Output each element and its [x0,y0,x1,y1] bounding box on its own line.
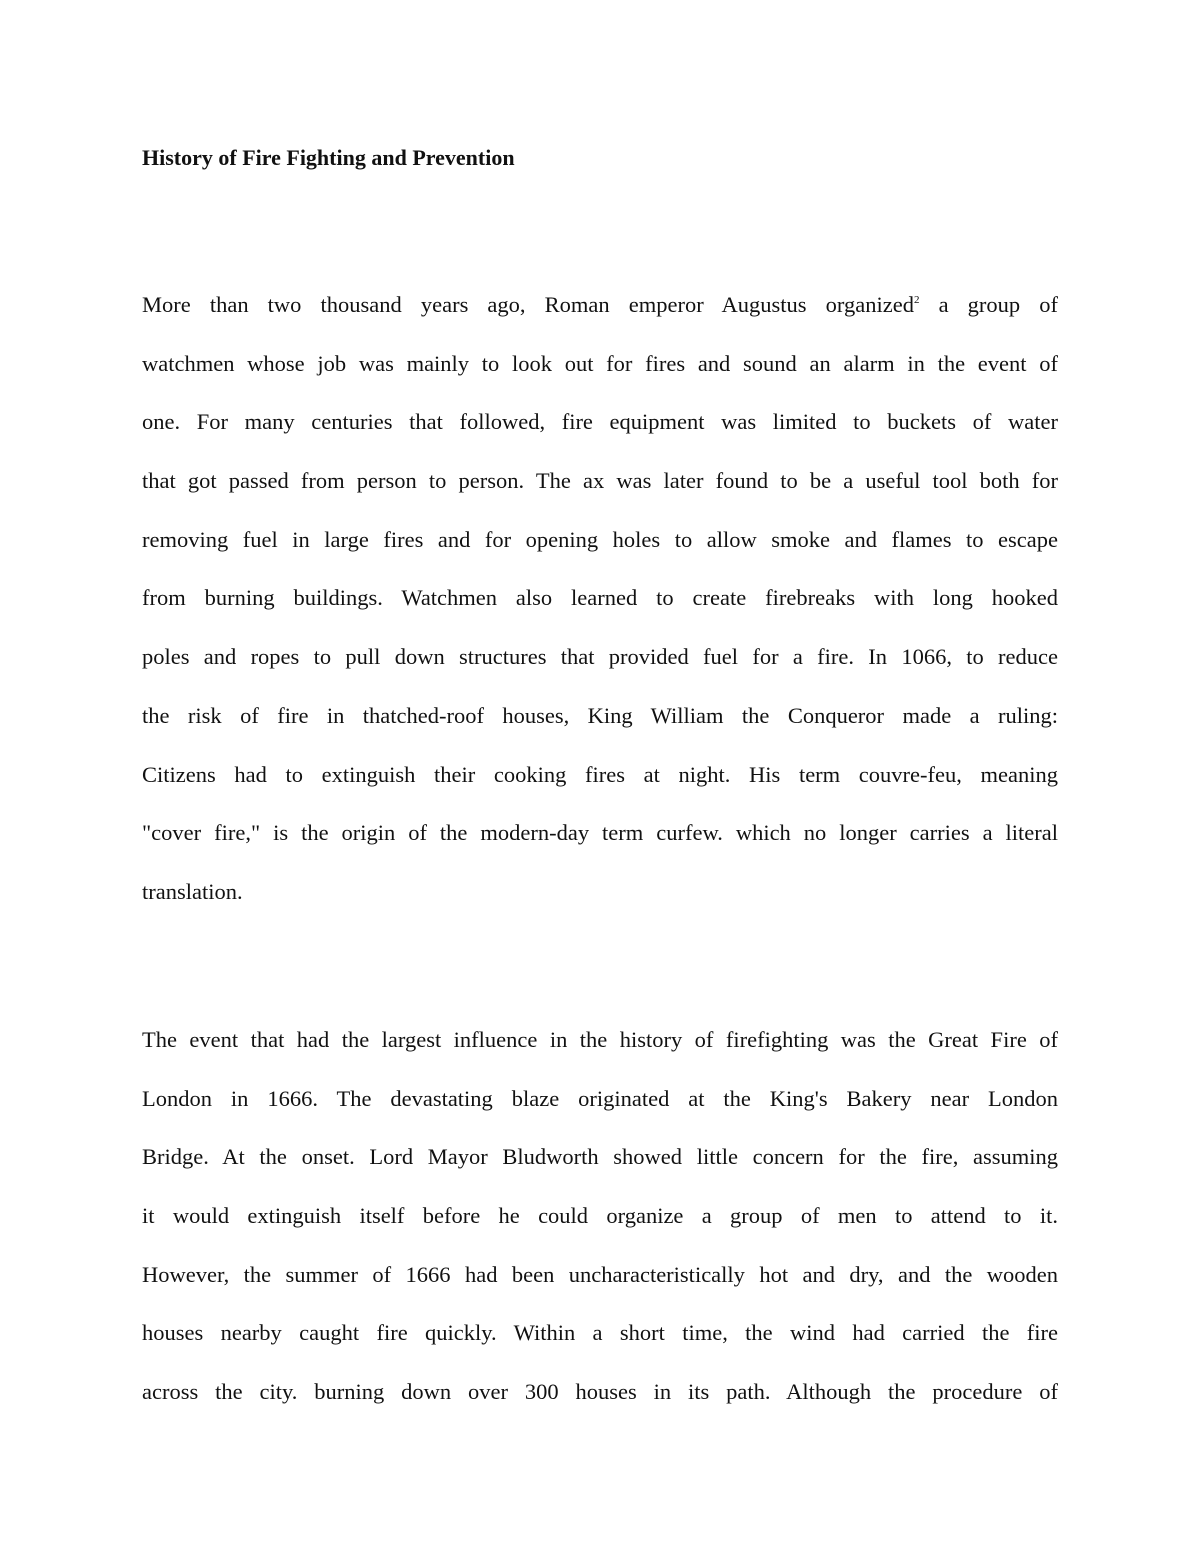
paragraph-2-line-6: houses nearby caught fire quickly. Within a short time, the wind had carried the fire [142,1320,1058,1346]
paragraph-1-line-4: that got passed from person to person. The ax was later found to be a useful tool both for [142,468,1058,494]
paragraph-1-line-9: Citizens had to extinguish their cooking fires at night. His term couvre-feu, meaning [142,761,1058,787]
paragraph-1-line-2: watchmen whose job was mainly to look out for fires and sound an alarm in the event of [142,350,1058,376]
paragraph-2-line-4: it would extinguish itself before he could organize a group of men to attend to it. [142,1203,1058,1229]
paragraph-1-line-6: from burning buildings. Watchmen also learned to create firebreaks with long hooked [142,585,1058,611]
paragraph-1-line-5: removing fuel in large fires and for opening holes to allow smoke and flames to escape [142,526,1058,552]
paragraph-1 [142,276,1058,922]
paragraph-1-line-1-tail: a group of [919,292,1058,317]
paragraph-1-line-3: one. For many centuries that followed, fire equipment was limited to buckets of water [142,409,1058,435]
paragraph-2-line-1: The event that had the largest influence in the history of firefighting was the Great Fire of [142,1027,1058,1052]
paragraph-1-line-1 [142,276,1058,335]
paragraph-1-line-8: the risk of fire in thatched-roof houses, King William the Conqueror made a ruling: [142,702,1058,728]
paragraph-2 [142,1011,1058,1422]
paragraph-2-line-3: Bridge. At the onset. Lord Mayor Bludworth showed little concern for the fire, assuming [142,1144,1058,1170]
paragraph-2-line-2: London in 1666. The devastating blaze originated at the King's Bakery near London [142,1085,1058,1111]
paragraph-2-line-7: across the city. burning down over 300 houses in its path. Although the procedure of [142,1379,1058,1405]
paragraph-2-line-5: However, the summer of 1666 had been uncharacteristically hot and dry, and the wooden [142,1261,1058,1287]
paragraph-1-line-1-text: More than two thousand years ago, Roman emperor Augustus organized [142,292,914,317]
paragraph-1-line-11: translation. [142,878,243,904]
document-title: History of Fire Fighting and Prevention [142,145,515,170]
paragraph-1-line-10: "cover fire," is the origin of the modern-day term curfew. which no longer carries a literal [142,820,1058,846]
paragraph-1-line-7: poles and ropes to pull down structures that provided fuel for a fire. In 1066, to reduce [142,644,1058,670]
footnote-marker: 2 [913,294,920,306]
